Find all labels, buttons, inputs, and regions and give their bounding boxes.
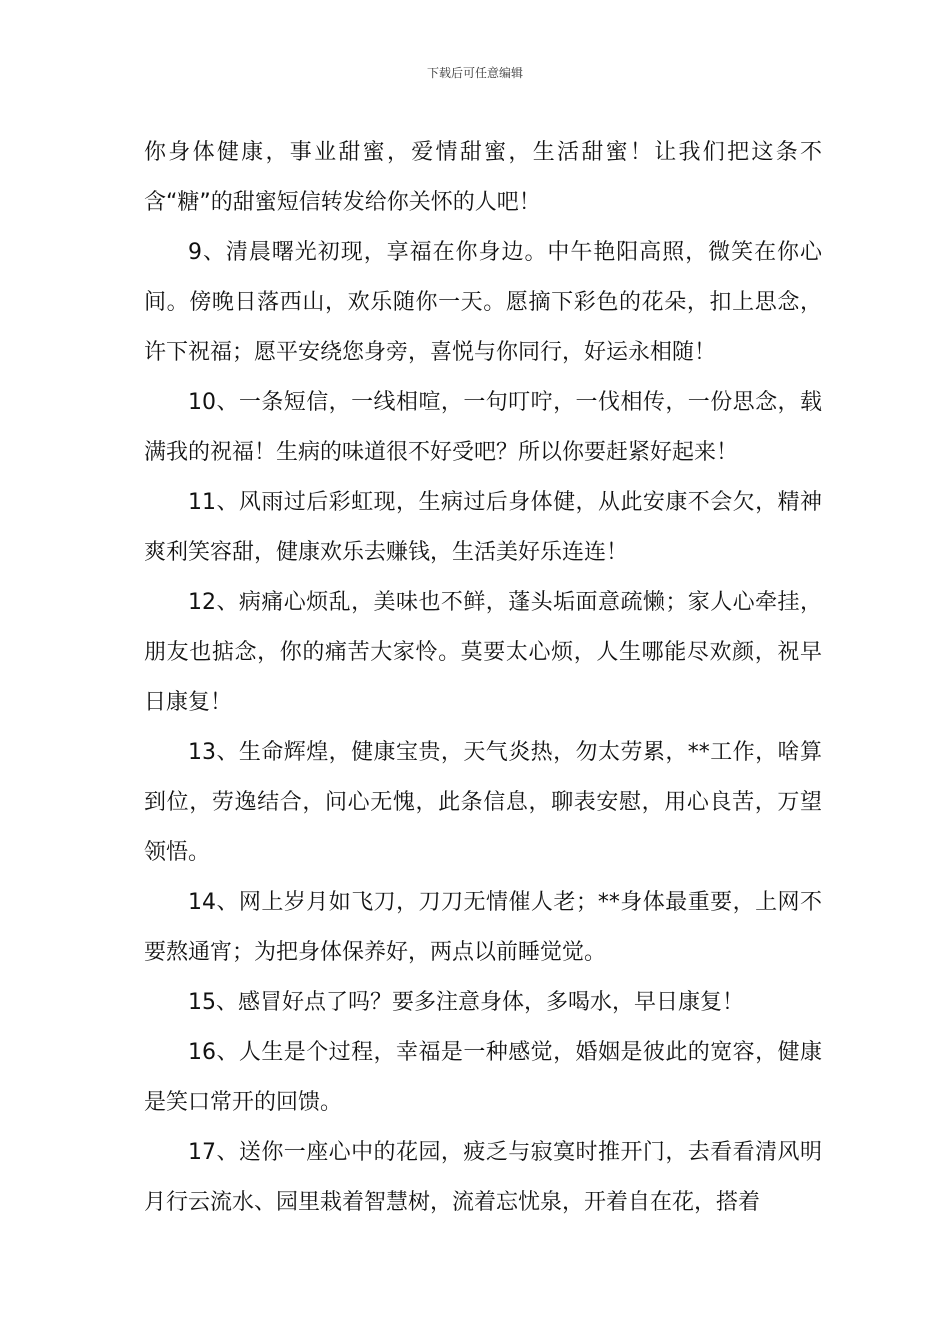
paragraph-item-10: 10、一条短信，一线相喧，一句叮咛，一伐相传，一份思念，载满我的祝福！生病的味道很不好受吧？所以你要赶紧好起来！ (144, 390, 822, 465)
paragraph-item-14: 14、网上岁月如飞刀，刀刀无情催人老；**身体最重要，上网不要熬通宵；为把身体保养好，两点以前睡觉觉。 (144, 890, 822, 965)
page-header: 下载后可任意编辑 (426, 66, 523, 80)
paragraph-item-16: 16、人生是个过程，幸福是一种感觉，婚姻是彼此的宽容，健康是笑口常开的回馈。 (144, 1040, 822, 1115)
paragraph-item-17: 17、送你一座心中的花园，疲乏与寂寞时推开门，去看看清风明月行云流水、园里栽着智慧树，流着忘忧泉，开着自在花，搭着 (144, 1140, 822, 1215)
paragraph-item-13: 13、生命辉煌，健康宝贵，天气炎热，勿太劳累，**工作，啥算到位，劳逸结合，问心无愧，此条信息，聊表安慰，用心良苦，万望领悟。 (144, 740, 822, 865)
document-body (144, 128, 822, 1228)
paragraph-continuation: 你身体健康，事业甜蜜，爱情甜蜜，生活甜蜜！让我们把这条不含“糖”的甜蜜短信转发给你关怀的人吧！ (144, 140, 822, 215)
paragraph-item-11: 11、风雨过后彩虹现，生病过后身体健，从此安康不会欠，精神爽利笑容甜，健康欢乐去赚钱，生活美好乐连连！ (144, 490, 822, 565)
paragraph-item-15: 15、感冒好点了吗？要多注意身体，多喝水，早日康复！ (188, 990, 744, 1015)
paragraph-item-9: 9、清晨曙光初现，享福在你身边。中午艳阳高照，微笑在你心间。傍晚日落西山，欢乐随你一天。愿摘下彩色的花朵，扣上思念，许下祝福；愿平安绕您身旁，喜悦与你同行，好运永相随！ (144, 240, 822, 365)
paragraph-item-12: 12、病痛心烦乱，美味也不鲜，蓬头垢面意疏懒；家人心牵挂，朋友也掂念，你的痛苦大家怜。莫要太心烦，人生哪能尽欢颜，祝早日康复！ (144, 590, 822, 715)
